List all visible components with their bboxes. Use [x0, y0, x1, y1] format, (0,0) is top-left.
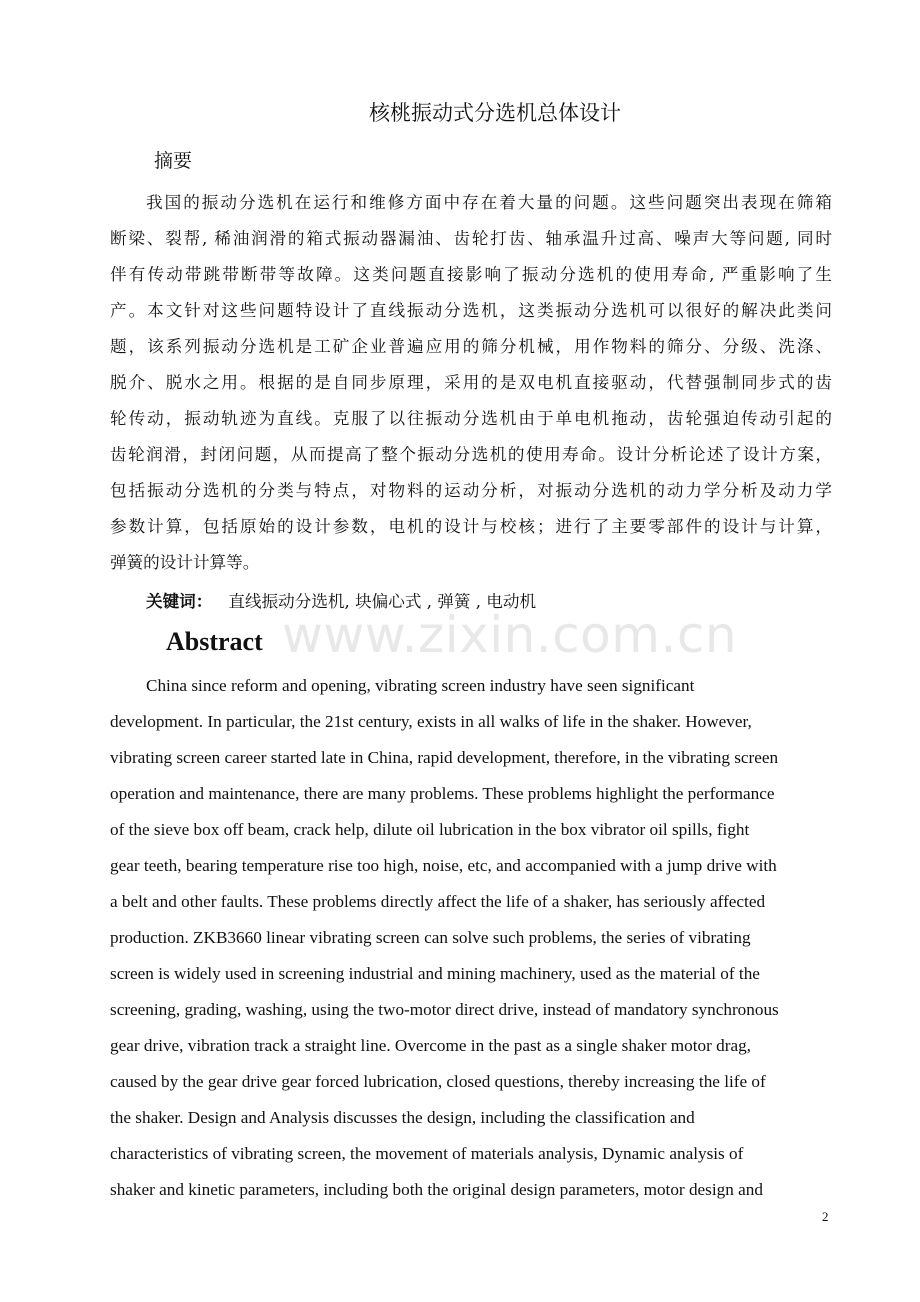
abstract-en-line: development. In particular, the 21st century, exists in all walks of life in the shaker. However, [110, 712, 752, 731]
abstract-zh-line: 包括振动分选机的分类与特点，对物料的运动分析，对振动分选机的动力学分析及动力学 [110, 481, 832, 500]
page-number: 2 [822, 1209, 829, 1224]
abstract-zh-line: 产。本文针对这些问题特设计了直线振动分选机，这类振动分选机可以很好的解决此类问 [110, 301, 832, 320]
abstract-en-line: gear drive, vibration track a straight line. Overcome in the past as a single shaker motor drag, [110, 1036, 751, 1055]
abstract-en-line: screening, grading, washing, using the two-motor direct drive, instead of mandatory synchronous [110, 1000, 779, 1019]
abstract-zh-line: 我国的振动分选机在运行和维修方面中存在着大量的问题。这些问题突出表现在筛箱 [146, 193, 832, 212]
abstract-en-line: vibrating screen career started late in China, rapid development, therefore, in the vibrating screen [110, 748, 779, 767]
abstract-zh-line: 弹簧的设计计算等。 [110, 553, 260, 572]
watermark: www.zixin.com.cn [282, 606, 738, 664]
keywords-value: 直线振动分选机, 块偏心式 , 弹簧 , 电动机 [228, 592, 537, 611]
abstract-en-line: characteristics of vibrating screen, the movement of materials analysis, Dynamic analysis of [110, 1144, 744, 1163]
abstract-en-heading: Abstract [166, 627, 263, 656]
abstract-en-line: production. ZKB3660 linear vibrating screen can solve such problems, the series of vibrating [110, 928, 751, 947]
keywords-label: 关键词： [146, 591, 213, 611]
abstract-en-line: China since reform and opening, vibrating screen industry have seen significant [146, 676, 695, 695]
abstract-en-line: shaker and kinetic parameters, including both the original design parameters, motor design and [110, 1180, 763, 1199]
abstract-zh-line: 断梁、裂帮, 稀油润滑的箱式振动器漏油、齿轮打齿、轴承温升过高、噪声大等问题, 同时 [110, 229, 832, 248]
abstract-en-line: caused by the gear drive gear forced lubrication, closed questions, thereby increasing the life of [110, 1072, 766, 1091]
abstract-en-line: a belt and other faults. These problems directly affect the life of a shaker, has seriously affected [110, 892, 766, 911]
abstract-en-line: gear teeth, bearing temperature rise too high, noise, etc, and accompanied with a jump drive with [110, 856, 777, 875]
abstract-en-line: the shaker. Design and Analysis discusses the design, including the classification and [110, 1108, 695, 1127]
abstract-zh-line: 参数计算，包括原始的设计参数，电机的设计与校核；进行了主要零部件的设计与计算， [110, 517, 832, 536]
abstract-zh-line: 伴有传动带跳带断带等故障。这类问题直接影响了振动分选机的使用寿命, 严重影响了生 [110, 265, 832, 284]
abstract-zh-line: 脱介、脱水之用。根据的是自同步原理，采用的是双电机直接驱动，代替强制同步式的齿 [110, 373, 832, 392]
page-title: 核桃振动式分选机总体设计 [369, 101, 621, 125]
abstract-en-line: operation and maintenance, there are many problems. These problems highlight the performance [110, 784, 775, 803]
abstract-zh-line: 齿轮润滑，封闭问题，从而提高了整个振动分选机的使用寿命。设计分析论述了设计方案， [110, 445, 832, 464]
abstract-zh-line: 轮传动，振动轨迹为直线。克服了以往振动分选机由于单电机拖动，齿轮强迫传动引起的 [110, 409, 832, 428]
abstract-en-line: screen is widely used in screening industrial and mining machinery, used as the material of the [110, 964, 760, 983]
abstract-zh-heading: 摘要 [154, 150, 193, 172]
keywords-line [146, 589, 536, 614]
abstract-en-line: of the sieve box off beam, crack help, dilute oil lubrication in the box vibrator oil spills, fight [110, 820, 750, 839]
abstract-zh-line: 题，该系列振动分选机是工矿企业普遍应用的筛分机械，用作物料的筛分、分级、洗涤、 [110, 337, 832, 356]
